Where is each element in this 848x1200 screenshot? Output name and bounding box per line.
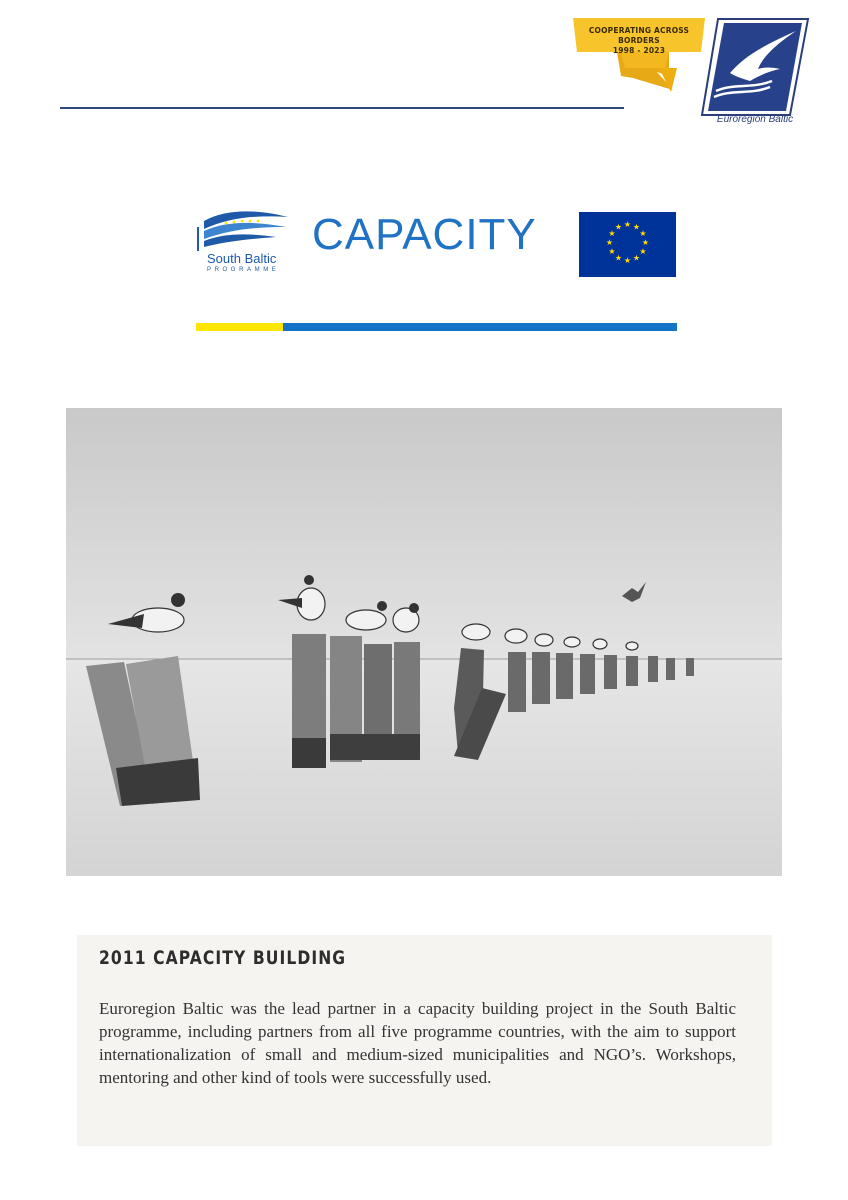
color-bar-blue [283, 323, 677, 331]
anniversary-banner [573, 18, 705, 92]
svg-text:★: ★ [639, 229, 647, 238]
header-rule [60, 107, 624, 109]
seagulls-on-pier-photo [66, 408, 782, 876]
color-bar-yellow [196, 323, 283, 331]
section-panel [77, 935, 772, 1146]
svg-text:★: ★ [614, 222, 623, 232]
south-baltic-subtitle: PROGRAMME [207, 267, 280, 273]
svg-text:★: ★ [605, 238, 614, 247]
svg-text:★: ★ [623, 256, 632, 265]
section-title: 2011 CAPACITY BUILDING [99, 947, 347, 969]
svg-text:★: ★ [639, 247, 647, 256]
svg-text:★: ★ [632, 222, 641, 232]
anniversary-line1: COOPERATING ACROSS BORDERS [588, 26, 690, 45]
seagull-logo-icon [700, 17, 810, 117]
section-body: Euroregion Baltic was the lead partner in a capacity building project in the South Baltic programme, including partners from all five programme countries, with the aim to support internationalization of small and medium-sized municipalities and NGO’s. Workshops, mentoring and other kind of tools were successfully used. [99, 999, 736, 1087]
euroregion-baltic-logo [700, 17, 810, 129]
south-baltic-name: South Baltic [207, 251, 277, 266]
svg-text:★: ★ [632, 253, 641, 263]
svg-text:★: ★ [641, 238, 650, 247]
svg-text:★: ★ [614, 253, 623, 263]
seagulls-photo [66, 408, 782, 876]
south-baltic-wave-icon [196, 207, 296, 251]
anniversary-line2: 1998 - 2023 [612, 46, 666, 55]
eu-flag-icon [579, 212, 676, 277]
project-name: CAPACITY [312, 210, 537, 259]
svg-text:★: ★ [608, 247, 616, 256]
south-baltic-logo [196, 207, 296, 285]
svg-text:★: ★ [608, 229, 616, 238]
svg-text:★: ★ [623, 220, 632, 229]
anniversary-text [573, 26, 705, 56]
euroregion-baltic-caption: Euroregion Baltic [716, 114, 794, 125]
eu-flag [579, 212, 676, 277]
